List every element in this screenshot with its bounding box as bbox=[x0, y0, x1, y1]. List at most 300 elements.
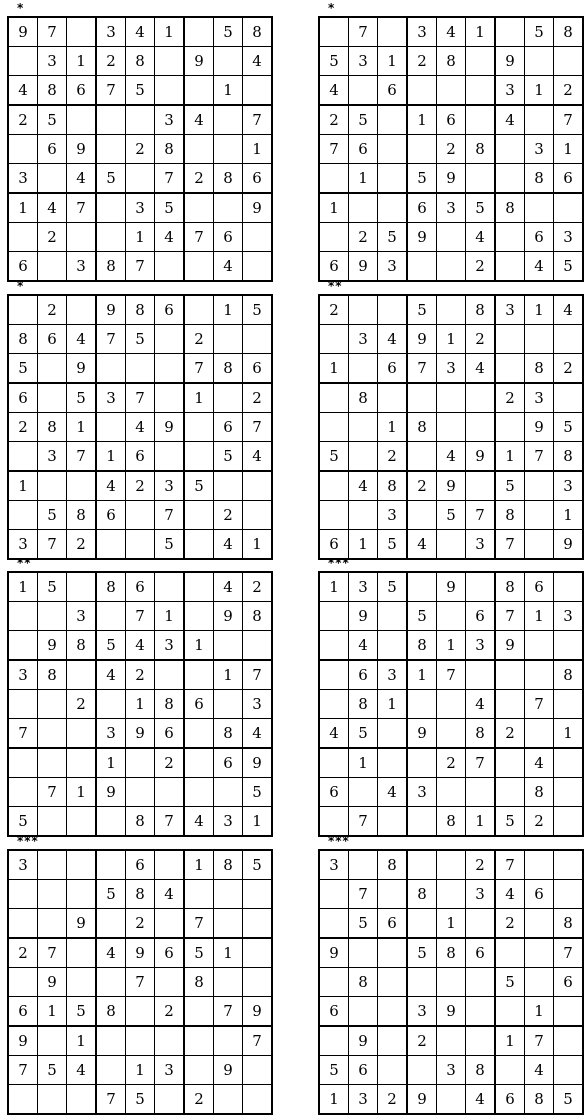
sudoku-cell-empty[interactable] bbox=[407, 572, 437, 602]
sudoku-cell-given[interactable]: 3 bbox=[155, 1056, 185, 1085]
sudoku-cell-given[interactable]: 4 bbox=[349, 471, 378, 501]
sudoku-cell-given[interactable]: 6 bbox=[155, 938, 185, 968]
sudoku-cell-given[interactable]: 3 bbox=[96, 719, 126, 749]
sudoku-cell-given[interactable]: 1 bbox=[378, 47, 408, 76]
sudoku-cell-empty[interactable] bbox=[8, 968, 38, 997]
sudoku-cell-empty[interactable] bbox=[525, 660, 554, 690]
sudoku-cell-given[interactable]: 7 bbox=[67, 442, 97, 472]
sudoku-cell-given[interactable]: 5 bbox=[378, 572, 408, 602]
sudoku-cell-given[interactable]: 2 bbox=[214, 501, 243, 530]
sudoku-cell-given[interactable]: 2 bbox=[8, 105, 38, 135]
sudoku-cell-given[interactable]: 8 bbox=[126, 880, 155, 909]
sudoku-cell-empty[interactable] bbox=[126, 354, 155, 384]
sudoku-cell-empty[interactable] bbox=[378, 164, 408, 194]
sudoku-cell-empty[interactable] bbox=[319, 1026, 349, 1056]
sudoku-cell-given[interactable]: 6 bbox=[495, 1085, 525, 1115]
sudoku-cell-empty[interactable] bbox=[96, 968, 126, 997]
sudoku-cell-empty[interactable] bbox=[466, 164, 496, 194]
sudoku-cell-empty[interactable] bbox=[8, 880, 38, 909]
sudoku-cell-empty[interactable] bbox=[184, 442, 214, 472]
sudoku-cell-given[interactable]: 6 bbox=[525, 223, 554, 252]
sudoku-cell-empty[interactable] bbox=[155, 76, 185, 106]
sudoku-cell-given[interactable]: 6 bbox=[319, 530, 349, 560]
sudoku-cell-given[interactable]: 8 bbox=[466, 719, 496, 749]
sudoku-cell-empty[interactable] bbox=[96, 413, 126, 442]
sudoku-cell-given[interactable]: 4 bbox=[243, 442, 273, 472]
sudoku-cell-given[interactable]: 7 bbox=[126, 602, 155, 631]
sudoku-cell-given[interactable]: 2 bbox=[184, 325, 214, 354]
sudoku-cell-empty[interactable] bbox=[319, 17, 349, 47]
sudoku-cell-empty[interactable] bbox=[407, 690, 437, 719]
sudoku-cell-given[interactable]: 9 bbox=[407, 223, 437, 252]
sudoku-cell-given[interactable]: 3 bbox=[8, 660, 38, 690]
sudoku-cell-given[interactable]: 3 bbox=[525, 135, 554, 164]
sudoku-cell-given[interactable]: 7 bbox=[126, 252, 155, 282]
sudoku-cell-given[interactable]: 8 bbox=[525, 354, 554, 384]
sudoku-cell-given[interactable]: 1 bbox=[184, 850, 214, 880]
sudoku-cell-given[interactable]: 2 bbox=[319, 105, 349, 135]
sudoku-cell-given[interactable]: 9 bbox=[349, 602, 378, 631]
sudoku-cell-empty[interactable] bbox=[126, 778, 155, 807]
sudoku-cell-given[interactable]: 4 bbox=[378, 778, 408, 807]
sudoku-cell-empty[interactable] bbox=[437, 968, 466, 997]
sudoku-cell-given[interactable]: 4 bbox=[155, 880, 185, 909]
sudoku-cell-given[interactable]: 1 bbox=[38, 997, 67, 1027]
sudoku-cell-given[interactable]: 8 bbox=[214, 850, 243, 880]
sudoku-cell-empty[interactable] bbox=[525, 47, 554, 76]
sudoku-cell-given[interactable]: 5 bbox=[554, 252, 584, 282]
sudoku-cell-given[interactable]: 9 bbox=[349, 252, 378, 282]
sudoku-cell-given[interactable]: 9 bbox=[38, 631, 67, 661]
sudoku-cell-given[interactable]: 5 bbox=[495, 471, 525, 501]
sudoku-cell-empty[interactable] bbox=[378, 748, 408, 778]
sudoku-cell-given[interactable]: 9 bbox=[184, 47, 214, 76]
sudoku-cell-given[interactable]: 2 bbox=[466, 252, 496, 282]
sudoku-cell-given[interactable]: 6 bbox=[319, 778, 349, 807]
sudoku-cell-given[interactable]: 1 bbox=[319, 193, 349, 223]
sudoku-cell-empty[interactable] bbox=[38, 690, 67, 719]
sudoku-cell-given[interactable]: 2 bbox=[407, 47, 437, 76]
sudoku-cell-given[interactable]: 4 bbox=[155, 223, 185, 252]
sudoku-cell-given[interactable]: 5 bbox=[525, 17, 554, 47]
sudoku-cell-empty[interactable] bbox=[319, 690, 349, 719]
sudoku-cell-empty[interactable] bbox=[8, 501, 38, 530]
sudoku-cell-empty[interactable] bbox=[243, 880, 273, 909]
sudoku-cell-given[interactable]: 8 bbox=[8, 325, 38, 354]
sudoku-cell-given[interactable]: 5 bbox=[8, 354, 38, 384]
sudoku-cell-empty[interactable] bbox=[495, 223, 525, 252]
sudoku-cell-empty[interactable] bbox=[407, 1056, 437, 1085]
sudoku-cell-given[interactable]: 6 bbox=[38, 135, 67, 164]
sudoku-cell-empty[interactable] bbox=[378, 807, 408, 837]
sudoku-cell-given[interactable]: 4 bbox=[214, 572, 243, 602]
sudoku-cell-given[interactable]: 9 bbox=[437, 164, 466, 194]
sudoku-cell-empty[interactable] bbox=[466, 105, 496, 135]
sudoku-cell-given[interactable]: 5 bbox=[349, 719, 378, 749]
sudoku-cell-given[interactable]: 7 bbox=[155, 501, 185, 530]
sudoku-cell-given[interactable]: 5 bbox=[126, 325, 155, 354]
sudoku-cell-given[interactable]: 8 bbox=[96, 252, 126, 282]
sudoku-cell-given[interactable]: 8 bbox=[495, 193, 525, 223]
sudoku-cell-given[interactable]: 8 bbox=[407, 880, 437, 909]
sudoku-cell-empty[interactable] bbox=[184, 1056, 214, 1085]
sudoku-cell-given[interactable]: 9 bbox=[96, 778, 126, 807]
sudoku-cell-given[interactable]: 8 bbox=[554, 442, 584, 472]
sudoku-cell-given[interactable]: 6 bbox=[554, 164, 584, 194]
sudoku-cell-empty[interactable] bbox=[184, 530, 214, 560]
sudoku-cell-empty[interactable] bbox=[554, 880, 584, 909]
sudoku-cell-given[interactable]: 9 bbox=[67, 354, 97, 384]
sudoku-cell-given[interactable]: 6 bbox=[525, 572, 554, 602]
sudoku-cell-given[interactable]: 2 bbox=[243, 383, 273, 413]
sudoku-cell-empty[interactable] bbox=[184, 719, 214, 749]
sudoku-cell-empty[interactable] bbox=[319, 968, 349, 997]
sudoku-cell-empty[interactable] bbox=[8, 223, 38, 252]
sudoku-cell-given[interactable]: 1 bbox=[126, 223, 155, 252]
sudoku-cell-given[interactable]: 5 bbox=[437, 501, 466, 530]
sudoku-cell-given[interactable]: 7 bbox=[184, 909, 214, 939]
sudoku-cell-empty[interactable] bbox=[184, 748, 214, 778]
sudoku-cell-given[interactable]: 9 bbox=[243, 748, 273, 778]
sudoku-cell-given[interactable]: 6 bbox=[349, 135, 378, 164]
sudoku-cell-given[interactable]: 3 bbox=[8, 850, 38, 880]
sudoku-cell-given[interactable]: 2 bbox=[525, 807, 554, 837]
sudoku-cell-given[interactable]: 1 bbox=[437, 631, 466, 661]
sudoku-cell-empty[interactable] bbox=[214, 880, 243, 909]
sudoku-cell-given[interactable]: 6 bbox=[126, 850, 155, 880]
sudoku-cell-given[interactable]: 9 bbox=[319, 938, 349, 968]
sudoku-cell-given[interactable]: 8 bbox=[67, 631, 97, 661]
sudoku-cell-given[interactable]: 7 bbox=[96, 325, 126, 354]
sudoku-cell-empty[interactable] bbox=[525, 105, 554, 135]
sudoku-cell-empty[interactable] bbox=[437, 223, 466, 252]
sudoku-cell-given[interactable]: 7 bbox=[8, 719, 38, 749]
sudoku-cell-given[interactable]: 8 bbox=[525, 778, 554, 807]
sudoku-cell-given[interactable]: 1 bbox=[8, 572, 38, 602]
sudoku-cell-empty[interactable] bbox=[243, 909, 273, 939]
sudoku-cell-given[interactable]: 2 bbox=[407, 1026, 437, 1056]
sudoku-cell-empty[interactable] bbox=[407, 383, 437, 413]
sudoku-cell-empty[interactable] bbox=[8, 135, 38, 164]
sudoku-cell-given[interactable]: 8 bbox=[554, 909, 584, 939]
sudoku-cell-given[interactable]: 4 bbox=[407, 530, 437, 560]
sudoku-cell-given[interactable]: 9 bbox=[495, 631, 525, 661]
sudoku-cell-empty[interactable] bbox=[495, 1056, 525, 1085]
sudoku-cell-given[interactable]: 8 bbox=[495, 572, 525, 602]
sudoku-cell-given[interactable]: 3 bbox=[155, 631, 185, 661]
sudoku-cell-given[interactable]: 9 bbox=[67, 135, 97, 164]
sudoku-cell-given[interactable]: 9 bbox=[437, 572, 466, 602]
sudoku-cell-empty[interactable] bbox=[67, 807, 97, 837]
sudoku-cell-given[interactable]: 9 bbox=[126, 938, 155, 968]
sudoku-cell-given[interactable]: 2 bbox=[126, 909, 155, 939]
sudoku-cell-given[interactable]: 5 bbox=[184, 471, 214, 501]
sudoku-cell-empty[interactable] bbox=[67, 223, 97, 252]
sudoku-cell-empty[interactable] bbox=[184, 76, 214, 106]
sudoku-cell-given[interactable]: 1 bbox=[349, 748, 378, 778]
sudoku-cell-empty[interactable] bbox=[378, 631, 408, 661]
sudoku-cell-given[interactable]: 5 bbox=[554, 413, 584, 442]
sudoku-cell-given[interactable]: 5 bbox=[184, 938, 214, 968]
sudoku-cell-given[interactable]: 2 bbox=[67, 690, 97, 719]
sudoku-cell-given[interactable]: 5 bbox=[319, 47, 349, 76]
sudoku-cell-given[interactable]: 7 bbox=[155, 807, 185, 837]
sudoku-cell-empty[interactable] bbox=[243, 1085, 273, 1115]
sudoku-cell-given[interactable]: 3 bbox=[38, 47, 67, 76]
sudoku-cell-given[interactable]: 7 bbox=[155, 164, 185, 194]
sudoku-cell-empty[interactable] bbox=[67, 471, 97, 501]
sudoku-cell-empty[interactable] bbox=[8, 1085, 38, 1115]
sudoku-cell-empty[interactable] bbox=[495, 252, 525, 282]
sudoku-cell-given[interactable]: 2 bbox=[155, 748, 185, 778]
sudoku-cell-given[interactable]: 2 bbox=[38, 295, 67, 325]
sudoku-cell-given[interactable]: 8 bbox=[126, 47, 155, 76]
sudoku-cell-given[interactable]: 3 bbox=[466, 880, 496, 909]
sudoku-cell-empty[interactable] bbox=[554, 325, 584, 354]
sudoku-cell-given[interactable]: 8 bbox=[126, 295, 155, 325]
sudoku-cell-given[interactable]: 4 bbox=[214, 530, 243, 560]
sudoku-cell-given[interactable]: 7 bbox=[38, 778, 67, 807]
sudoku-cell-empty[interactable] bbox=[437, 413, 466, 442]
sudoku-cell-empty[interactable] bbox=[437, 530, 466, 560]
sudoku-cell-given[interactable]: 2 bbox=[126, 135, 155, 164]
sudoku-cell-empty[interactable] bbox=[214, 105, 243, 135]
sudoku-cell-empty[interactable] bbox=[214, 778, 243, 807]
sudoku-cell-given[interactable]: 9 bbox=[214, 1056, 243, 1085]
sudoku-cell-empty[interactable] bbox=[437, 850, 466, 880]
sudoku-cell-empty[interactable] bbox=[525, 325, 554, 354]
sudoku-cell-given[interactable]: 7 bbox=[126, 383, 155, 413]
sudoku-cell-empty[interactable] bbox=[437, 778, 466, 807]
sudoku-cell-given[interactable]: 8 bbox=[214, 164, 243, 194]
sudoku-cell-given[interactable]: 2 bbox=[38, 223, 67, 252]
sudoku-cell-given[interactable]: 1 bbox=[554, 501, 584, 530]
sudoku-cell-given[interactable]: 9 bbox=[126, 719, 155, 749]
sudoku-cell-given[interactable]: 4 bbox=[126, 413, 155, 442]
sudoku-cell-empty[interactable] bbox=[349, 997, 378, 1027]
sudoku-cell-given[interactable]: 3 bbox=[466, 530, 496, 560]
sudoku-cell-empty[interactable] bbox=[243, 76, 273, 106]
sudoku-cell-empty[interactable] bbox=[67, 880, 97, 909]
sudoku-cell-given[interactable]: 5 bbox=[349, 105, 378, 135]
sudoku-cell-empty[interactable] bbox=[67, 1085, 97, 1115]
sudoku-cell-empty[interactable] bbox=[378, 1026, 408, 1056]
sudoku-cell-empty[interactable] bbox=[349, 354, 378, 384]
sudoku-cell-given[interactable]: 8 bbox=[155, 135, 185, 164]
sudoku-cell-empty[interactable] bbox=[466, 471, 496, 501]
sudoku-cell-empty[interactable] bbox=[214, 909, 243, 939]
sudoku-cell-given[interactable]: 4 bbox=[437, 17, 466, 47]
sudoku-cell-empty[interactable] bbox=[466, 660, 496, 690]
sudoku-cell-given[interactable]: 7 bbox=[214, 997, 243, 1027]
sudoku-cell-empty[interactable] bbox=[184, 295, 214, 325]
sudoku-cell-given[interactable]: 8 bbox=[466, 1056, 496, 1085]
sudoku-cell-given[interactable]: 3 bbox=[378, 501, 408, 530]
sudoku-cell-given[interactable]: 4 bbox=[378, 325, 408, 354]
sudoku-cell-given[interactable]: 3 bbox=[437, 193, 466, 223]
sudoku-cell-given[interactable]: 1 bbox=[349, 530, 378, 560]
sudoku-cell-given[interactable]: 1 bbox=[67, 47, 97, 76]
sudoku-cell-empty[interactable] bbox=[466, 76, 496, 106]
sudoku-cell-empty[interactable] bbox=[38, 880, 67, 909]
sudoku-cell-empty[interactable] bbox=[96, 530, 126, 560]
sudoku-cell-given[interactable]: 6 bbox=[407, 193, 437, 223]
sudoku-cell-empty[interactable] bbox=[437, 76, 466, 106]
sudoku-cell-given[interactable]: 2 bbox=[184, 1085, 214, 1115]
sudoku-cell-given[interactable]: 3 bbox=[319, 850, 349, 880]
sudoku-cell-given[interactable]: 1 bbox=[155, 602, 185, 631]
sudoku-cell-empty[interactable] bbox=[184, 1026, 214, 1056]
sudoku-cell-given[interactable]: 6 bbox=[155, 719, 185, 749]
sudoku-cell-given[interactable]: 1 bbox=[243, 807, 273, 837]
sudoku-cell-given[interactable]: 5 bbox=[126, 76, 155, 106]
sudoku-cell-given[interactable]: 5 bbox=[243, 850, 273, 880]
sudoku-cell-given[interactable]: 4 bbox=[243, 719, 273, 749]
sudoku-cell-given[interactable]: 4 bbox=[184, 807, 214, 837]
sudoku-cell-given[interactable]: 1 bbox=[96, 748, 126, 778]
sudoku-cell-empty[interactable] bbox=[378, 938, 408, 968]
sudoku-cell-given[interactable]: 3 bbox=[349, 572, 378, 602]
sudoku-cell-given[interactable]: 5 bbox=[378, 223, 408, 252]
sudoku-cell-empty[interactable] bbox=[319, 325, 349, 354]
sudoku-cell-empty[interactable] bbox=[155, 572, 185, 602]
sudoku-cell-empty[interactable] bbox=[319, 413, 349, 442]
sudoku-cell-empty[interactable] bbox=[8, 602, 38, 631]
sudoku-cell-given[interactable]: 3 bbox=[96, 17, 126, 47]
sudoku-cell-given[interactable]: 5 bbox=[349, 909, 378, 939]
sudoku-cell-given[interactable]: 2 bbox=[437, 135, 466, 164]
sudoku-cell-empty[interactable] bbox=[466, 909, 496, 939]
sudoku-cell-empty[interactable] bbox=[378, 135, 408, 164]
sudoku-cell-empty[interactable] bbox=[184, 778, 214, 807]
sudoku-cell-given[interactable]: 4 bbox=[525, 748, 554, 778]
sudoku-cell-empty[interactable] bbox=[495, 17, 525, 47]
sudoku-cell-empty[interactable] bbox=[319, 383, 349, 413]
sudoku-cell-empty[interactable] bbox=[319, 223, 349, 252]
sudoku-cell-given[interactable]: 8 bbox=[378, 850, 408, 880]
sudoku-cell-empty[interactable] bbox=[96, 105, 126, 135]
sudoku-cell-empty[interactable] bbox=[319, 501, 349, 530]
sudoku-cell-given[interactable]: 3 bbox=[67, 252, 97, 282]
sudoku-cell-given[interactable]: 1 bbox=[525, 76, 554, 106]
sudoku-cell-empty[interactable] bbox=[96, 909, 126, 939]
sudoku-cell-empty[interactable] bbox=[8, 631, 38, 661]
sudoku-cell-empty[interactable] bbox=[155, 383, 185, 413]
sudoku-cell-given[interactable]: 5 bbox=[155, 530, 185, 560]
sudoku-cell-empty[interactable] bbox=[349, 501, 378, 530]
sudoku-cell-empty[interactable] bbox=[378, 383, 408, 413]
sudoku-cell-empty[interactable] bbox=[495, 938, 525, 968]
sudoku-cell-empty[interactable] bbox=[184, 413, 214, 442]
sudoku-cell-given[interactable]: 5 bbox=[155, 193, 185, 223]
sudoku-cell-empty[interactable] bbox=[437, 1085, 466, 1115]
sudoku-cell-given[interactable]: 6 bbox=[214, 223, 243, 252]
sudoku-cell-empty[interactable] bbox=[349, 850, 378, 880]
sudoku-cell-given[interactable]: 5 bbox=[214, 17, 243, 47]
sudoku-cell-empty[interactable] bbox=[554, 690, 584, 719]
sudoku-cell-given[interactable]: 3 bbox=[495, 295, 525, 325]
sudoku-cell-empty[interactable] bbox=[96, 690, 126, 719]
sudoku-cell-empty[interactable] bbox=[437, 383, 466, 413]
sudoku-cell-empty[interactable] bbox=[319, 602, 349, 631]
sudoku-cell-given[interactable]: 4 bbox=[437, 442, 466, 472]
sudoku-cell-given[interactable]: 1 bbox=[126, 1056, 155, 1085]
sudoku-cell-given[interactable]: 7 bbox=[38, 17, 67, 47]
sudoku-cell-given[interactable]: 4 bbox=[525, 1056, 554, 1085]
sudoku-cell-empty[interactable] bbox=[378, 880, 408, 909]
sudoku-cell-empty[interactable] bbox=[495, 135, 525, 164]
sudoku-cell-given[interactable]: 9 bbox=[214, 602, 243, 631]
sudoku-cell-empty[interactable] bbox=[67, 105, 97, 135]
sudoku-cell-given[interactable]: 9 bbox=[8, 17, 38, 47]
sudoku-cell-empty[interactable] bbox=[495, 778, 525, 807]
sudoku-cell-empty[interactable] bbox=[155, 252, 185, 282]
sudoku-cell-given[interactable]: 2 bbox=[184, 164, 214, 194]
sudoku-cell-empty[interactable] bbox=[378, 1056, 408, 1085]
sudoku-cell-empty[interactable] bbox=[38, 164, 67, 194]
sudoku-cell-given[interactable]: 2 bbox=[126, 660, 155, 690]
sudoku-cell-given[interactable]: 8 bbox=[407, 413, 437, 442]
sudoku-cell-empty[interactable] bbox=[378, 295, 408, 325]
sudoku-cell-empty[interactable] bbox=[437, 1026, 466, 1056]
sudoku-cell-empty[interactable] bbox=[525, 471, 554, 501]
sudoku-cell-given[interactable]: 5 bbox=[67, 997, 97, 1027]
sudoku-cell-given[interactable]: 9 bbox=[437, 997, 466, 1027]
sudoku-cell-given[interactable]: 8 bbox=[437, 807, 466, 837]
sudoku-cell-empty[interactable] bbox=[243, 471, 273, 501]
sudoku-cell-empty[interactable] bbox=[67, 660, 97, 690]
sudoku-cell-given[interactable]: 1 bbox=[67, 413, 97, 442]
sudoku-cell-empty[interactable] bbox=[378, 719, 408, 749]
sudoku-cell-empty[interactable] bbox=[407, 850, 437, 880]
sudoku-cell-given[interactable]: 8 bbox=[349, 968, 378, 997]
sudoku-cell-empty[interactable] bbox=[437, 295, 466, 325]
sudoku-cell-given[interactable]: 5 bbox=[96, 631, 126, 661]
sudoku-cell-given[interactable]: 7 bbox=[8, 1056, 38, 1085]
sudoku-cell-empty[interactable] bbox=[319, 748, 349, 778]
sudoku-cell-empty[interactable] bbox=[243, 631, 273, 661]
sudoku-cell-empty[interactable] bbox=[554, 807, 584, 837]
sudoku-cell-given[interactable]: 8 bbox=[214, 354, 243, 384]
sudoku-cell-given[interactable]: 7 bbox=[184, 354, 214, 384]
sudoku-cell-given[interactable]: 8 bbox=[96, 572, 126, 602]
sudoku-cell-empty[interactable] bbox=[349, 413, 378, 442]
sudoku-cell-given[interactable]: 6 bbox=[126, 442, 155, 472]
sudoku-cell-empty[interactable] bbox=[349, 193, 378, 223]
sudoku-cell-given[interactable]: 5 bbox=[243, 295, 273, 325]
sudoku-cell-given[interactable]: 7 bbox=[525, 690, 554, 719]
sudoku-cell-given[interactable]: 3 bbox=[495, 76, 525, 106]
sudoku-cell-empty[interactable] bbox=[466, 997, 496, 1027]
sudoku-cell-given[interactable]: 3 bbox=[378, 252, 408, 282]
sudoku-cell-given[interactable]: 8 bbox=[525, 1085, 554, 1115]
sudoku-cell-given[interactable]: 6 bbox=[349, 660, 378, 690]
sudoku-cell-given[interactable]: 4 bbox=[319, 719, 349, 749]
sudoku-cell-empty[interactable] bbox=[525, 631, 554, 661]
sudoku-cell-empty[interactable] bbox=[525, 193, 554, 223]
sudoku-cell-given[interactable]: 1 bbox=[437, 909, 466, 939]
sudoku-cell-empty[interactable] bbox=[554, 1026, 584, 1056]
sudoku-cell-given[interactable]: 5 bbox=[243, 778, 273, 807]
sudoku-cell-empty[interactable] bbox=[214, 193, 243, 223]
sudoku-cell-given[interactable]: 1 bbox=[349, 164, 378, 194]
sudoku-cell-empty[interactable] bbox=[184, 17, 214, 47]
sudoku-cell-given[interactable]: 3 bbox=[8, 530, 38, 560]
sudoku-cell-empty[interactable] bbox=[96, 223, 126, 252]
sudoku-cell-given[interactable]: 2 bbox=[554, 76, 584, 106]
sudoku-cell-given[interactable]: 3 bbox=[349, 1085, 378, 1115]
sudoku-cell-given[interactable]: 7 bbox=[554, 105, 584, 135]
